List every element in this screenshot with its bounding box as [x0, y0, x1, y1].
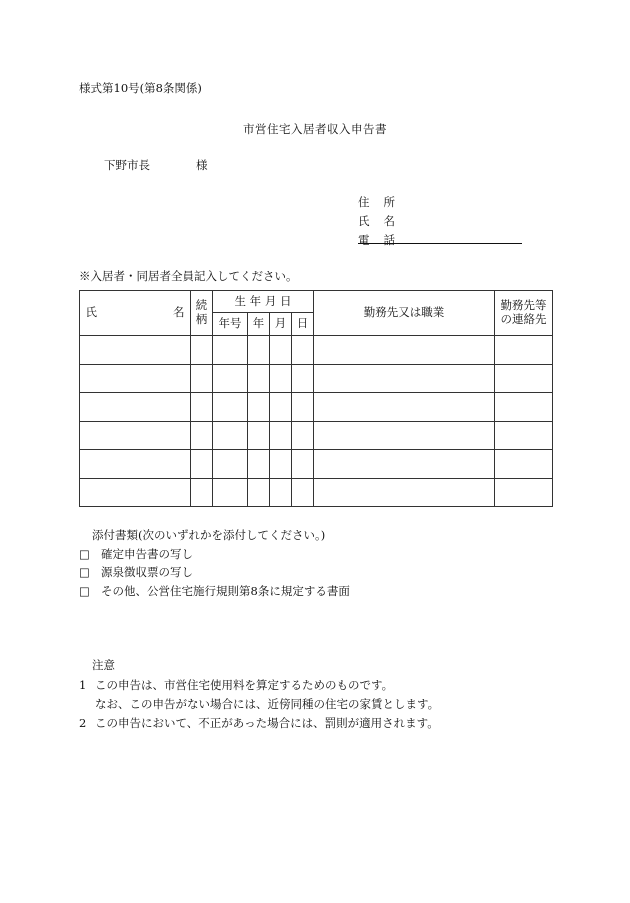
- cell-month[interactable]: [270, 478, 292, 507]
- phone-label-1: 電: [358, 233, 370, 247]
- cell-relation[interactable]: [191, 450, 213, 479]
- caution-item-1-continued: なお、この申告がない場合には、近傍同種の住宅の家賃とします。: [95, 697, 440, 711]
- table-row: [80, 336, 553, 365]
- checkbox-icon[interactable]: □: [79, 565, 90, 579]
- header-contact: [495, 291, 553, 336]
- cell-name[interactable]: [80, 450, 191, 479]
- cell-name[interactable]: [80, 478, 191, 507]
- cell-era[interactable]: [213, 421, 248, 450]
- table-row: [80, 393, 553, 422]
- cell-era[interactable]: [213, 393, 248, 422]
- cell-contact[interactable]: [495, 478, 553, 507]
- attachment-label: その他、公営住宅施行規則第8条に規定する書面: [101, 584, 350, 598]
- cell-day[interactable]: [292, 450, 314, 479]
- address-label-2: 所: [383, 195, 395, 209]
- cell-day[interactable]: [292, 364, 314, 393]
- cell-contact[interactable]: [495, 393, 553, 422]
- caution-number: 1: [79, 678, 87, 692]
- header-name-1: 氏: [85, 305, 97, 320]
- table-row: [80, 364, 553, 393]
- cell-relation[interactable]: [191, 364, 213, 393]
- addressee: [104, 157, 208, 173]
- cell-month[interactable]: [270, 450, 292, 479]
- cell-workplace[interactable]: [314, 421, 495, 450]
- cell-month[interactable]: [270, 364, 292, 393]
- cell-name[interactable]: [80, 364, 191, 393]
- header-name-2: 名: [173, 305, 185, 320]
- header-day: 日: [292, 313, 314, 336]
- header-relation-2: 柄: [195, 312, 208, 326]
- cell-relation[interactable]: [191, 393, 213, 422]
- addressee-honorific: 様: [196, 158, 208, 172]
- resident-table: [79, 290, 553, 507]
- header-contact-2: の連絡先: [500, 312, 547, 326]
- cell-year[interactable]: [248, 478, 270, 507]
- name-label-2: 名: [383, 214, 395, 228]
- cell-contact[interactable]: [495, 421, 553, 450]
- cell-year[interactable]: [248, 421, 270, 450]
- cell-name[interactable]: [80, 421, 191, 450]
- caution-text: この申告において、不正があった場合には、罰則が適用されます。: [95, 716, 439, 730]
- header-relation: [191, 291, 213, 336]
- header-era: 年号: [213, 313, 248, 336]
- cell-month[interactable]: [270, 421, 292, 450]
- caution-text: この申告は、市営住宅使用料を算定するためのものです。: [95, 678, 394, 692]
- cell-relation[interactable]: [191, 478, 213, 507]
- cell-name[interactable]: [80, 336, 191, 365]
- cell-era[interactable]: [213, 478, 248, 507]
- cell-contact[interactable]: [495, 450, 553, 479]
- cell-era[interactable]: [213, 450, 248, 479]
- caution-number: 2: [79, 716, 87, 730]
- header-name: [80, 291, 191, 336]
- header-relation-1: 続: [195, 298, 208, 313]
- phone-field[interactable]: [358, 232, 395, 248]
- form-number: 様式第10号(第8条関係): [79, 81, 202, 95]
- cell-name[interactable]: [80, 393, 191, 422]
- attachment-item-withholding[interactable]: [79, 564, 193, 580]
- attachment-item-other[interactable]: [79, 583, 350, 599]
- phone-label-2: 話: [383, 233, 395, 247]
- cell-day[interactable]: [292, 421, 314, 450]
- header-month: 月: [270, 313, 292, 336]
- cell-day[interactable]: [292, 393, 314, 422]
- cell-year[interactable]: [248, 336, 270, 365]
- cell-workplace[interactable]: [314, 450, 495, 479]
- cell-workplace[interactable]: [314, 393, 495, 422]
- cell-month[interactable]: [270, 393, 292, 422]
- cell-day[interactable]: [292, 478, 314, 507]
- cell-era[interactable]: [213, 364, 248, 393]
- cell-day[interactable]: [292, 336, 314, 365]
- cell-year[interactable]: [248, 450, 270, 479]
- resident-note: ※入居者・同居者全員記入してください。: [79, 269, 298, 283]
- name-field[interactable]: [358, 213, 395, 229]
- cell-workplace[interactable]: [314, 478, 495, 507]
- caution-title: 注意: [92, 658, 115, 672]
- name-label-1: 氏: [358, 214, 370, 228]
- attachment-label: 源泉徴収票の写し: [101, 565, 193, 579]
- cell-era[interactable]: [213, 336, 248, 365]
- header-birthdate: 生 年 月 日: [213, 291, 314, 313]
- cell-year[interactable]: [248, 393, 270, 422]
- cell-month[interactable]: [270, 336, 292, 365]
- document-title: 市営住宅入居者収入申告書: [243, 122, 387, 136]
- attachment-item-tax-return[interactable]: [79, 546, 193, 562]
- caution-item-2: [79, 715, 439, 731]
- attachment-label: 確定申告書の写し: [101, 547, 193, 561]
- header-workplace: 勤務先又は職業: [314, 291, 495, 336]
- header-contact-1: 勤務先等: [500, 298, 547, 313]
- checkbox-icon[interactable]: □: [79, 547, 90, 561]
- checkbox-icon[interactable]: □: [79, 584, 90, 598]
- address-label-1: 住: [358, 195, 370, 209]
- addressee-name: 下野市長: [104, 158, 150, 172]
- header-year: 年: [248, 313, 270, 336]
- cell-relation[interactable]: [191, 421, 213, 450]
- cell-contact[interactable]: [495, 336, 553, 365]
- phone-underline: [358, 243, 522, 244]
- table-row: [80, 421, 553, 450]
- table-row: [80, 450, 553, 479]
- cell-workplace[interactable]: [314, 364, 495, 393]
- table-row: [80, 478, 553, 507]
- cell-relation[interactable]: [191, 336, 213, 365]
- cell-contact[interactable]: [495, 364, 553, 393]
- address-field[interactable]: [358, 194, 395, 210]
- attachments-title: 添付書類(次のいずれかを添付してください。): [92, 528, 326, 542]
- cell-workplace[interactable]: [314, 336, 495, 365]
- caution-item-1: [79, 677, 393, 693]
- cell-year[interactable]: [248, 364, 270, 393]
